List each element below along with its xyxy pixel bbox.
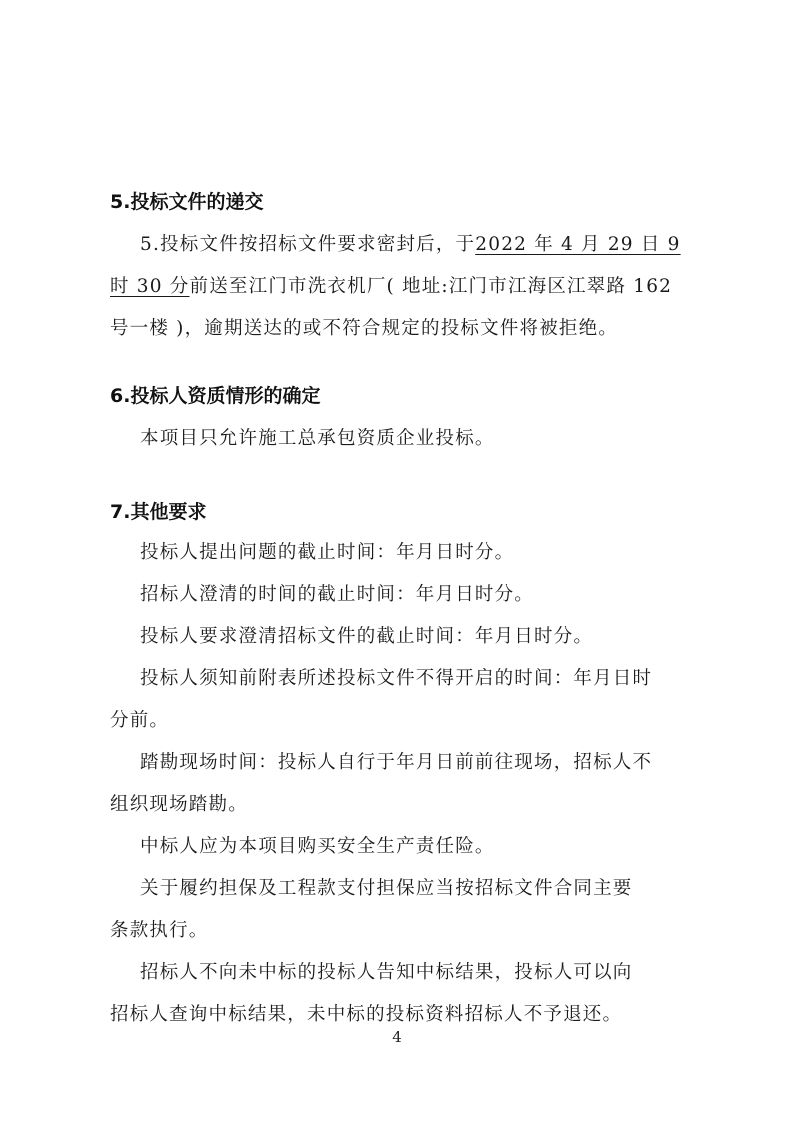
section-7-line: 投标人提出问题的截止时间：年月日时分。 <box>140 542 515 563</box>
section-7-line: 招标人查询中标结果，未中标的投标资料招标人不予退还。 <box>110 1004 623 1025</box>
section-7-line: 投标人须知前附表所述投标文件不得开启的时间：年月日时 <box>140 668 653 689</box>
section-7-paragraph <box>110 532 690 1036</box>
section-7-heading: 7.其他要求 <box>110 501 207 523</box>
section-5-text-b: 前送至江门市洗衣机厂( 地址:江门市江海区江翠路 162 <box>189 276 673 297</box>
section-7-line: 投标人要求澄清招标文件的截止时间：年月日时分。 <box>140 626 594 647</box>
section-6-paragraph <box>110 418 690 460</box>
section-7-line: 招标人不向未中标的投标人告知中标结果，投标人可以向 <box>140 962 633 983</box>
section-5-heading: 5.投标文件的递交 <box>110 191 264 213</box>
deadline-time: 时 30 分 <box>110 276 190 297</box>
section-5-text-a: 5.投标文件按招标文件要求密封后，于 <box>140 234 476 255</box>
section-7-line: 招标人澄清的时间的截止时间：年月日时分。 <box>140 584 535 605</box>
section-5-line-1 <box>110 224 690 266</box>
section-6-line-1: 本项目只允许施工总承包资质企业投标。 <box>140 428 495 449</box>
section-7-line: 条款执行。 <box>110 920 209 941</box>
section-7-line: 组织现场踏勘。 <box>110 794 248 815</box>
section-5-line-3: 号一楼 )，逾期送达的或不符合规定的投标文件将被拒绝。 <box>110 318 619 339</box>
section-7-line: 中标人应为本项目购买安全生产责任险。 <box>140 836 495 857</box>
section-7-line: 分前。 <box>110 710 170 731</box>
page-number: 4 <box>392 1028 402 1046</box>
section-5-line-2 <box>110 266 690 308</box>
section-7-line: 踏勘现场时间：投标人自行于年月日前前往现场，招标人不 <box>140 752 653 773</box>
section-7-line: 关于履约担保及工程款支付担保应当按招标文件合同主要 <box>140 878 633 899</box>
section-5-paragraph <box>110 224 690 350</box>
section-6-heading: 6.投标人资质情形的确定 <box>110 385 321 407</box>
deadline-date: 2022 年 4 月 29 日 9 <box>475 234 681 255</box>
